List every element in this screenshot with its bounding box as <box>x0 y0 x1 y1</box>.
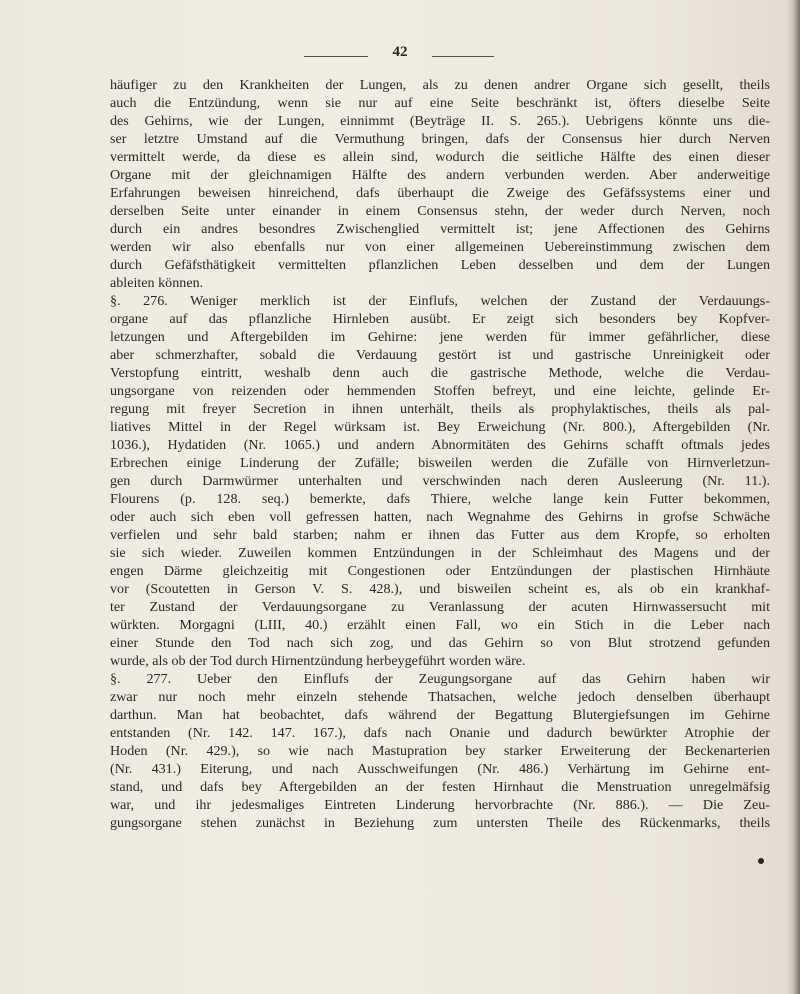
text-line: durch Gefäfsthätigkeit vermittelten pflanzlichen Leben desselben und dem der Lungen <box>110 257 770 273</box>
text-line: werden wir also ebenfalls nur von einer allgemeinen Uebereinstimmung zwischen dem <box>110 239 770 255</box>
text-line: des Gehirns, wie der Lungen, einnimmt (Beyträge II. S. 265.). Uebrigens könnte uns die- <box>110 113 770 129</box>
text-line: organe auf das pflanzliche Hirnleben ausübt. Er zeigt sich besonders bey Kopfver- <box>110 311 770 327</box>
text-line: oder auch sich eben voll gefressen hatten, nach Wegnahme des Gehirns in grofse Schwäche <box>110 509 770 525</box>
text-line: Organe mit der gleichnamigen Hälfte des andern verbunden werden. Aber anderweitige <box>110 167 770 183</box>
text-line: 1036.), Hydatiden (Nr. 1065.) und andern Abnormitäten des Gehirns schafft oftmals jedes <box>110 437 770 453</box>
text-line: Verstopfung eintritt, weshalb denn auch die gastrische Methode, welche die Verdau- <box>110 365 770 381</box>
text-line: sie sich wieder. Zuweilen kommen Entzündungen in der Schleimhaut des Magens und der <box>110 545 770 561</box>
text-line: verfielen und sehr bald starben; nahm er ihnen das Futter aus dem Kropfe, so erholten <box>110 527 770 543</box>
text-line: entstanden (Nr. 142. 147. 167.), dafs nach Onanie und dadurch bewürkter Atrophie der <box>110 725 770 741</box>
text-line: auch die Entzündung, wenn sie nur auf eine Seite beschränkt ist, öfters dieselbe Seite <box>110 95 770 111</box>
text-line: vermittelt werde, da diese es allein sind, wodurch die seitliche Hälfte des einen dieser <box>110 149 770 165</box>
text-line: regung mit freyer Secretion in ihnen unterhält, theils als prophylaktisches, theils als pal- <box>110 401 770 417</box>
text-line: aber schmerzhafter, sobald die Verdauung gestört ist und gastrische Unreinigkeit oder <box>110 347 770 363</box>
text-line: ungsorgane von reizenden oder hemmenden Stoffen befreyt, und eine leichte, gelinde Er- <box>110 383 770 399</box>
text-line: zwar nur noch mehr einzeln stehende Thatsachen, welche jedoch denselben überhaupt <box>110 689 770 705</box>
page-edge-shadow <box>786 0 800 994</box>
header-rule-left <box>304 56 368 57</box>
text-line: liatives Mittel in der Regel würksam ist. Bey Erweichung (Nr. 800.), Aftergebilden (Nr. <box>110 419 770 435</box>
text-line: Erfahrungen beweisen hinreichend, dafs überhaupt die Zweige des Gefäfssystems einer und <box>110 185 770 201</box>
text-line: engen Därme gleichzeitig mit Congestionen oder Entzündungen der plastischen Hirnhäute <box>110 563 770 579</box>
text-line: einer Stunde den Tod nach sich zog, und das Gehirn so von Blut strotzend gefunden <box>110 635 770 651</box>
text-line: vor (Scoutetten in Gerson V. S. 428.), und bisweilen scheint es, als ob ein krankhaf- <box>110 581 770 597</box>
text-line: (Nr. 431.) Eiterung, und nach Ausschweifungen (Nr. 486.) Verhärtung im Gehirne ent- <box>110 761 770 777</box>
text-line: würkten. Morgagni (LIII, 40.) erzählt einen Fall, wo ein Stich in die Leber nach <box>110 617 770 633</box>
text-line: gen durch Darmwürmer unterhalten und verschwinden nach deren Ausleerung (Nr. 11.). <box>110 473 770 489</box>
text-line: gungsorgane stehen zunächst in Beziehung zum untersten Theile des Rückenmarks, theils <box>110 815 770 831</box>
text-line: §. 276. Weniger merklich ist der Einflufs, welchen der Zustand der Verdauungs- <box>110 293 770 309</box>
text-line: ableiten können. <box>110 275 204 291</box>
text-line: Hoden (Nr. 429.), so wie nach Mastupration bey starker Erweiterung der Beckenarterien <box>110 743 770 759</box>
text-line: §. 277. Ueber den Einflufs der Zeugungsorgane auf das Gehirn haben wir <box>110 671 770 687</box>
text-line: Erbrechen einige Linderung der Zufälle; bisweilen werden die Zufälle von Hirnverletzun- <box>110 455 770 471</box>
text-line: Flourens (p. 128. seq.) bemerkte, dafs Thiere, welche lange kein Futter bekommen, <box>110 491 770 507</box>
text-line: häufiger zu den Krankheiten der Lungen, als zu denen andrer Organe sich gesellt, theils <box>110 77 770 93</box>
text-line: stand, und dafs bey Aftergebilden an der festen Hirnhaut die Menstruation unregelmäfsig <box>110 779 770 795</box>
body-text <box>110 76 770 832</box>
text-line: letzungen und Aftergebilden im Gehirne: jene werden für immer gefährlicher, diese <box>110 329 770 345</box>
text-line: derselben Seite unter einander in einem Consensus stehn, der weder durch Nerven, noch <box>110 203 770 219</box>
text-line: ser letztre Umstand auf die Vermuthung bringen, dafs der Consensus hier durch Nerven <box>110 131 770 147</box>
text-line: wurde, als ob der Tod durch Hirnentzündung herbeygeführt worden wäre. <box>110 653 526 669</box>
header-rule-right <box>432 56 494 57</box>
text-line: durch ein andres besondres Zwischenglied vermittelt ist; jene Affectionen des Gehirns <box>110 221 770 237</box>
text-line: ter Zustand der Verdauungsorgane zu Veranlassung der acuten Hirnwassersucht mit <box>110 599 770 615</box>
text-line: darthun. Man hat beobachtet, dafs während der Begattung Blutergiefsungen im Gehirne <box>110 707 770 723</box>
page-number: 42 <box>392 44 408 60</box>
text-line: war, und ihr jedesmaliges Eintreten Linderung hervorbrachte (Nr. 886.). — Die Zeu- <box>110 797 770 813</box>
ink-dot <box>758 858 764 864</box>
